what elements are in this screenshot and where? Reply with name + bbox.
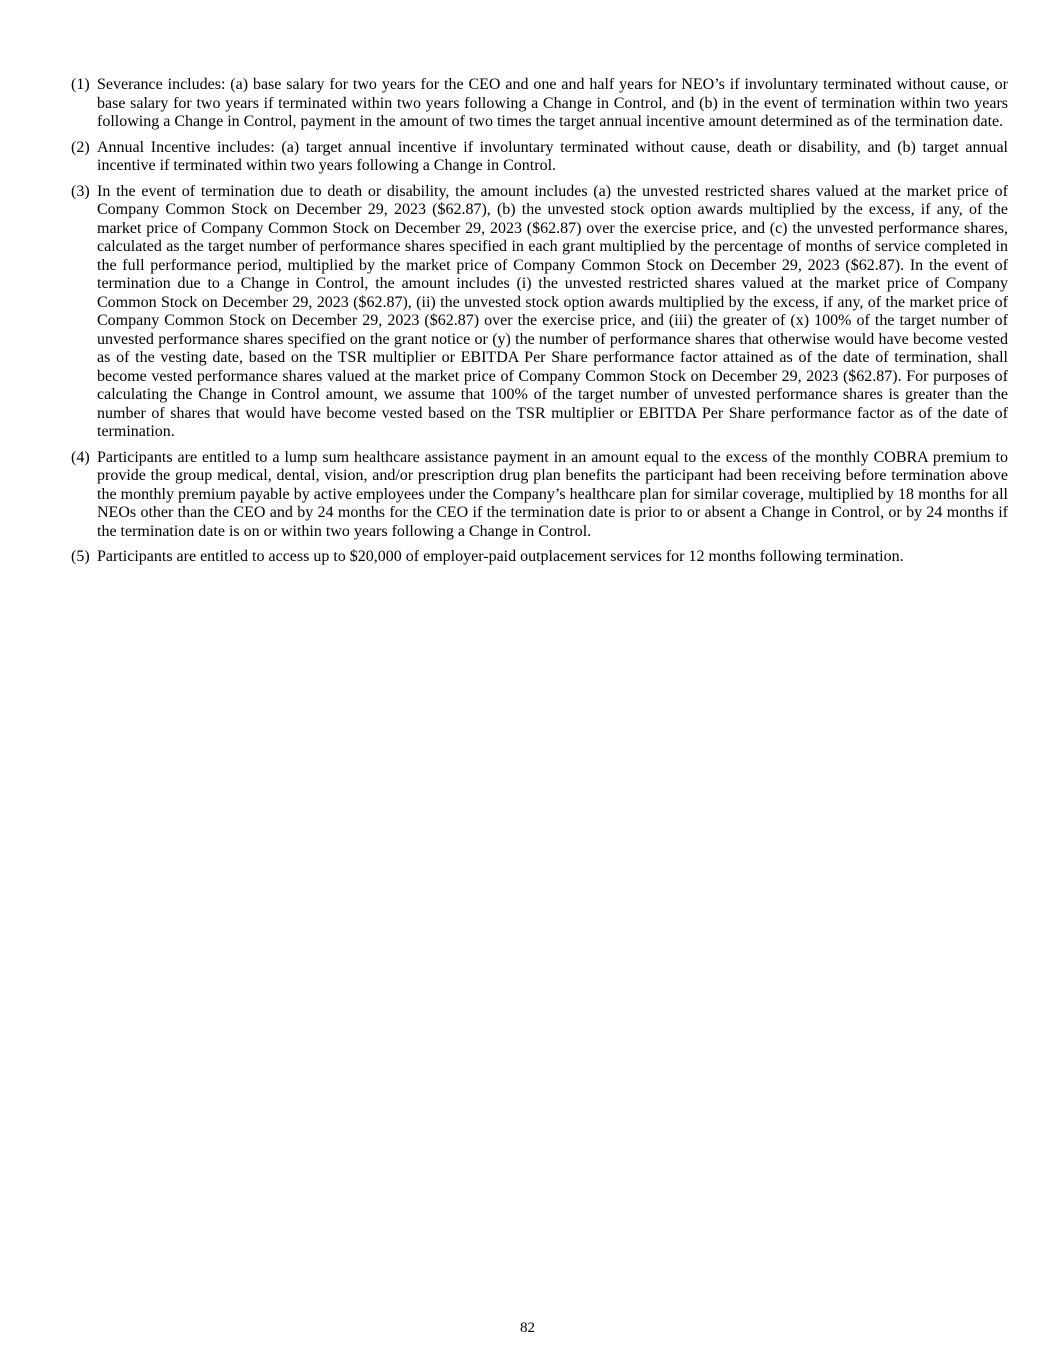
page-number: 82 [520, 1320, 535, 1336]
footnote-item [71, 76, 1008, 132]
footnote-text: Participants are entitled to access up to $20,000 of employer-paid outplacement services for 12 months following termination. [97, 548, 904, 565]
footnote-marker: (1) [71, 76, 90, 93]
footnote-item [71, 449, 1008, 542]
footnote-item [71, 139, 1008, 176]
footnote-marker: (4) [71, 448, 90, 466]
footnote-list [71, 76, 1008, 574]
footnote-text: Annual Incentive includes: (a) target annual incentive if involuntary terminated without cause, death or disability, and (b) target annual incentive if terminated within two years following a Change in Control. [97, 138, 1008, 174]
footnote-text: Participants are entitled to a lump sum healthcare assistance payment in an amount equal to the excess of the monthly COBRA premium to provide the group medical, dental, vision, and/or prescription drug plan benefits the participant had been receiving before termination above the monthly premium payable by active employees under the Company’s healthcare plan for similar coverage, multiplied by 18 months for all NEOs other than the CEO and by 24 months for the CEO if the termination date is prior to or absent a Change in Control, or by 24 months if the termination date is on or within two years following a Change in Control. [97, 448, 1008, 540]
footnote-marker: (2) [71, 138, 90, 156]
footnote-marker: (5) [71, 548, 90, 565]
footnote-item [71, 183, 1008, 442]
footnote-marker: (3) [71, 182, 90, 200]
footnote-text: Severance includes: (a) base salary for two years for the CEO and one and half years for NEO’s if involuntary terminated without cause, or base salary for two years if terminated within two years following a Change in Control, and (b) in the event of termination within two years following a Change in Control, payment in the amount of two times the target annual incentive amount determined as of the termination date. [97, 76, 1008, 130]
footnote-text: In the event of termination due to death or disability, the amount includes (a) the unvested restricted shares valued at the market price of Company Common Stock on December 29, 2023 ($62.87), (b) the unvested stock option awards multiplied by the excess, if any, of the market price of Company Common Stock on December 29, 2023 ($62.87) over the exercise price, and (c) the unvested performance shares, calculated as the target number of performance shares specified in each grant multiplied by the percentage of months of service completed in the full performance period, multiplied by the market price of Company Common Stock on December 29, 2023 ($62.87). In the event of termination due to a Change in Control, the amount includes (i) the unvested restricted shares valued at the market price of Company Common Stock on December 29, 2023 ($62.87), (ii) the unvested stock option awards multiplied by the excess, if any, of the market price of Company Common Stock on December 29, 2023 ($62.87) over the exercise price, and (iii) the greater of (x) 100% of the target number of unvested performance shares specified on the grant notice or (y) the number of performance shares that otherwise would have become vested as of the vesting date, based on the TSR multiplier or EBITDA Per Share performance factor attained as of the date of termination, shall become vested performance shares valued at the market price of Company Common Stock on December 29, 2023 ($62.87). For purposes of calculating the Change in Control amount, we assume that 100% of the target number of unvested performance shares is greater than the number of shares that would have become vested based on the TSR multiplier or EBITDA Per Share performance factor as of the date of termination. [97, 182, 1008, 440]
footnote-item [71, 548, 1008, 567]
